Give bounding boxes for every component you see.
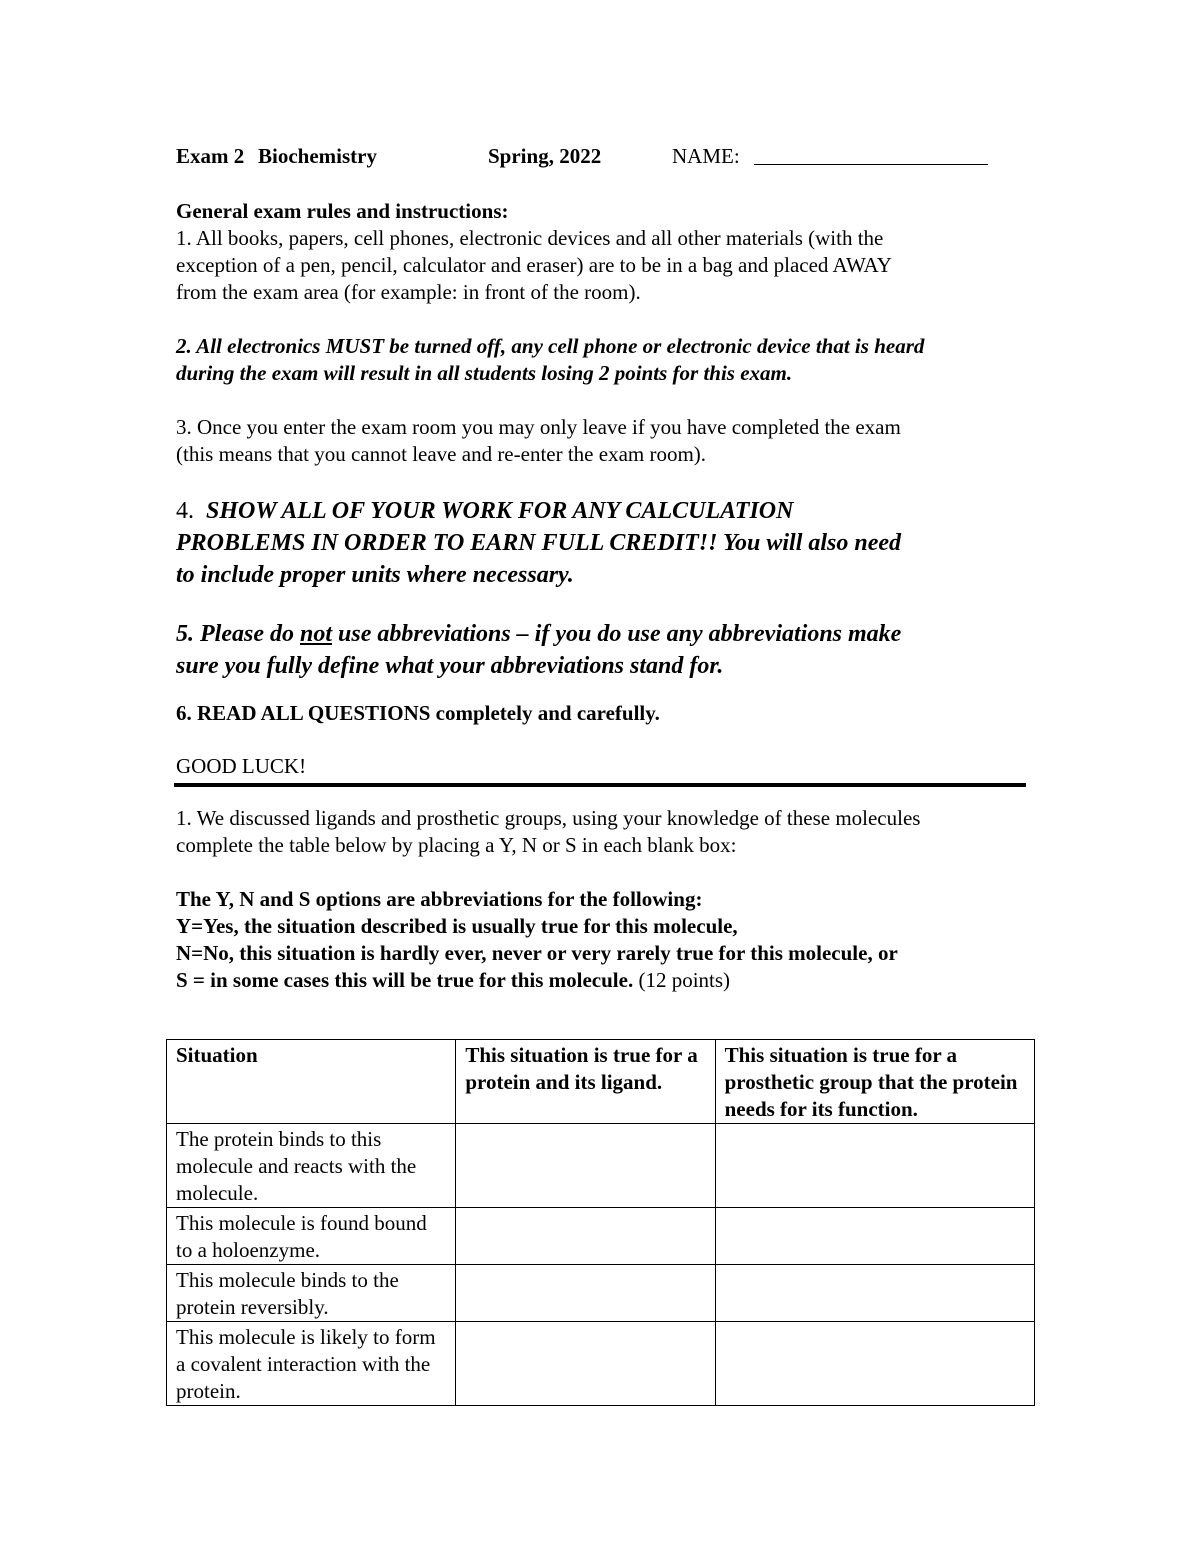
situation-cell: This molecule is likely to form a covalent interaction with the protein. bbox=[167, 1322, 456, 1406]
rule-4-number: 4. bbox=[176, 498, 194, 524]
situation-table bbox=[166, 1039, 1035, 1406]
good-luck: GOOD LUCK! bbox=[176, 754, 307, 778]
situation-cell: This molecule is found bound to a holoenzyme. bbox=[167, 1208, 456, 1265]
ligand-answer-cell[interactable] bbox=[456, 1124, 715, 1208]
exam-subject: Biochemistry bbox=[258, 144, 377, 168]
table-header-situation: Situation bbox=[167, 1040, 456, 1124]
ligand-answer-cell[interactable] bbox=[456, 1208, 715, 1265]
table-row bbox=[167, 1124, 1035, 1208]
exam-header bbox=[176, 140, 1036, 170]
question-1 bbox=[176, 805, 1036, 859]
rule-2-line-2: during the exam will result in all students losing 2 points for this exam. bbox=[176, 361, 793, 385]
prosthetic-answer-cell[interactable] bbox=[715, 1208, 1034, 1265]
rule-4-line-2: PROBLEMS IN ORDER TO EARN FULL CREDIT!! You will also need bbox=[176, 530, 902, 556]
points-label: (12 points) bbox=[633, 968, 731, 992]
prosthetic-answer-cell[interactable] bbox=[715, 1124, 1034, 1208]
option-s bbox=[176, 967, 1036, 994]
rule-5-line-2: sure you fully define what your abbreviations stand for. bbox=[176, 653, 724, 679]
rule-5-not: not bbox=[299, 621, 332, 647]
exam-term: Spring, 2022 bbox=[488, 144, 602, 168]
rule-3-line-2: (this means that you cannot leave and re-enter the exam room). bbox=[176, 442, 707, 466]
section-divider bbox=[174, 783, 1026, 787]
name-blank-line[interactable] bbox=[754, 164, 988, 165]
options-title: The Y, N and S options are abbreviations for the following: bbox=[176, 887, 703, 911]
ligand-answer-cell[interactable] bbox=[456, 1322, 715, 1406]
rule-2-line-1: 2. All electronics MUST be turned off, any cell phone or electronic device that is heard bbox=[176, 334, 925, 358]
options-legend bbox=[176, 886, 1036, 994]
rule-4-line-3: to include proper units where necessary. bbox=[176, 562, 574, 588]
rule-5-line-1 bbox=[176, 618, 1036, 650]
table-header-prosthetic: This situation is true for a prosthetic group that the protein needs for its function. bbox=[715, 1040, 1034, 1124]
rule-6: 6. READ ALL QUESTIONS completely and carefully. bbox=[176, 701, 660, 725]
rules-title: General exam rules and instructions: bbox=[176, 199, 509, 223]
exam-number: Exam 2 bbox=[176, 144, 245, 168]
situation-cell: This molecule binds to the protein reversibly. bbox=[167, 1265, 456, 1322]
option-n: N=No, this situation is hardly ever, never or very rarely true for this molecule, or bbox=[176, 941, 898, 965]
question-1-line-2: complete the table below by placing a Y, N or S in each blank box: bbox=[176, 833, 737, 857]
exam-page bbox=[176, 140, 1036, 994]
prosthetic-answer-cell[interactable] bbox=[715, 1322, 1034, 1406]
situation-cell: The protein binds to this molecule and reacts with the molecule. bbox=[167, 1124, 456, 1208]
rule-1-line-2: exception of a pen, pencil, calculator and eraser) are to be in a bag and placed AWAY bbox=[176, 253, 892, 277]
rule-5-prefix: 5. Please do bbox=[176, 621, 300, 647]
ligand-answer-cell[interactable] bbox=[456, 1265, 715, 1322]
table-row bbox=[167, 1265, 1035, 1322]
rule-1-line-3: from the exam area (for example: in front of the room). bbox=[176, 280, 641, 304]
name-label: NAME: bbox=[672, 144, 740, 168]
option-y: Y=Yes, the situation described is usually true for this molecule, bbox=[176, 914, 738, 938]
table-header-row bbox=[167, 1040, 1035, 1124]
rule-1-line-1: 1. All books, papers, cell phones, electronic devices and all other materials (with the bbox=[176, 226, 884, 250]
rule-3-line-1: 3. Once you enter the exam room you may only leave if you have completed the exam bbox=[176, 415, 901, 439]
table-row bbox=[167, 1208, 1035, 1265]
question-1-line-1: 1. We discussed ligands and prosthetic groups, using your knowledge of these molecules bbox=[176, 806, 921, 830]
prosthetic-answer-cell[interactable] bbox=[715, 1265, 1034, 1322]
table-header-ligand: This situation is true for a protein and its ligand. bbox=[456, 1040, 715, 1124]
rule-4-line-1 bbox=[176, 495, 1036, 527]
rule-5-rest: use abbreviations – if you do use any abbreviations make bbox=[332, 621, 902, 647]
table-row bbox=[167, 1322, 1035, 1406]
option-s-text: S = in some cases this will be true for this molecule. bbox=[176, 968, 634, 992]
rule-4-text: SHOW ALL OF YOUR WORK FOR ANY CALCULATION bbox=[206, 498, 794, 524]
